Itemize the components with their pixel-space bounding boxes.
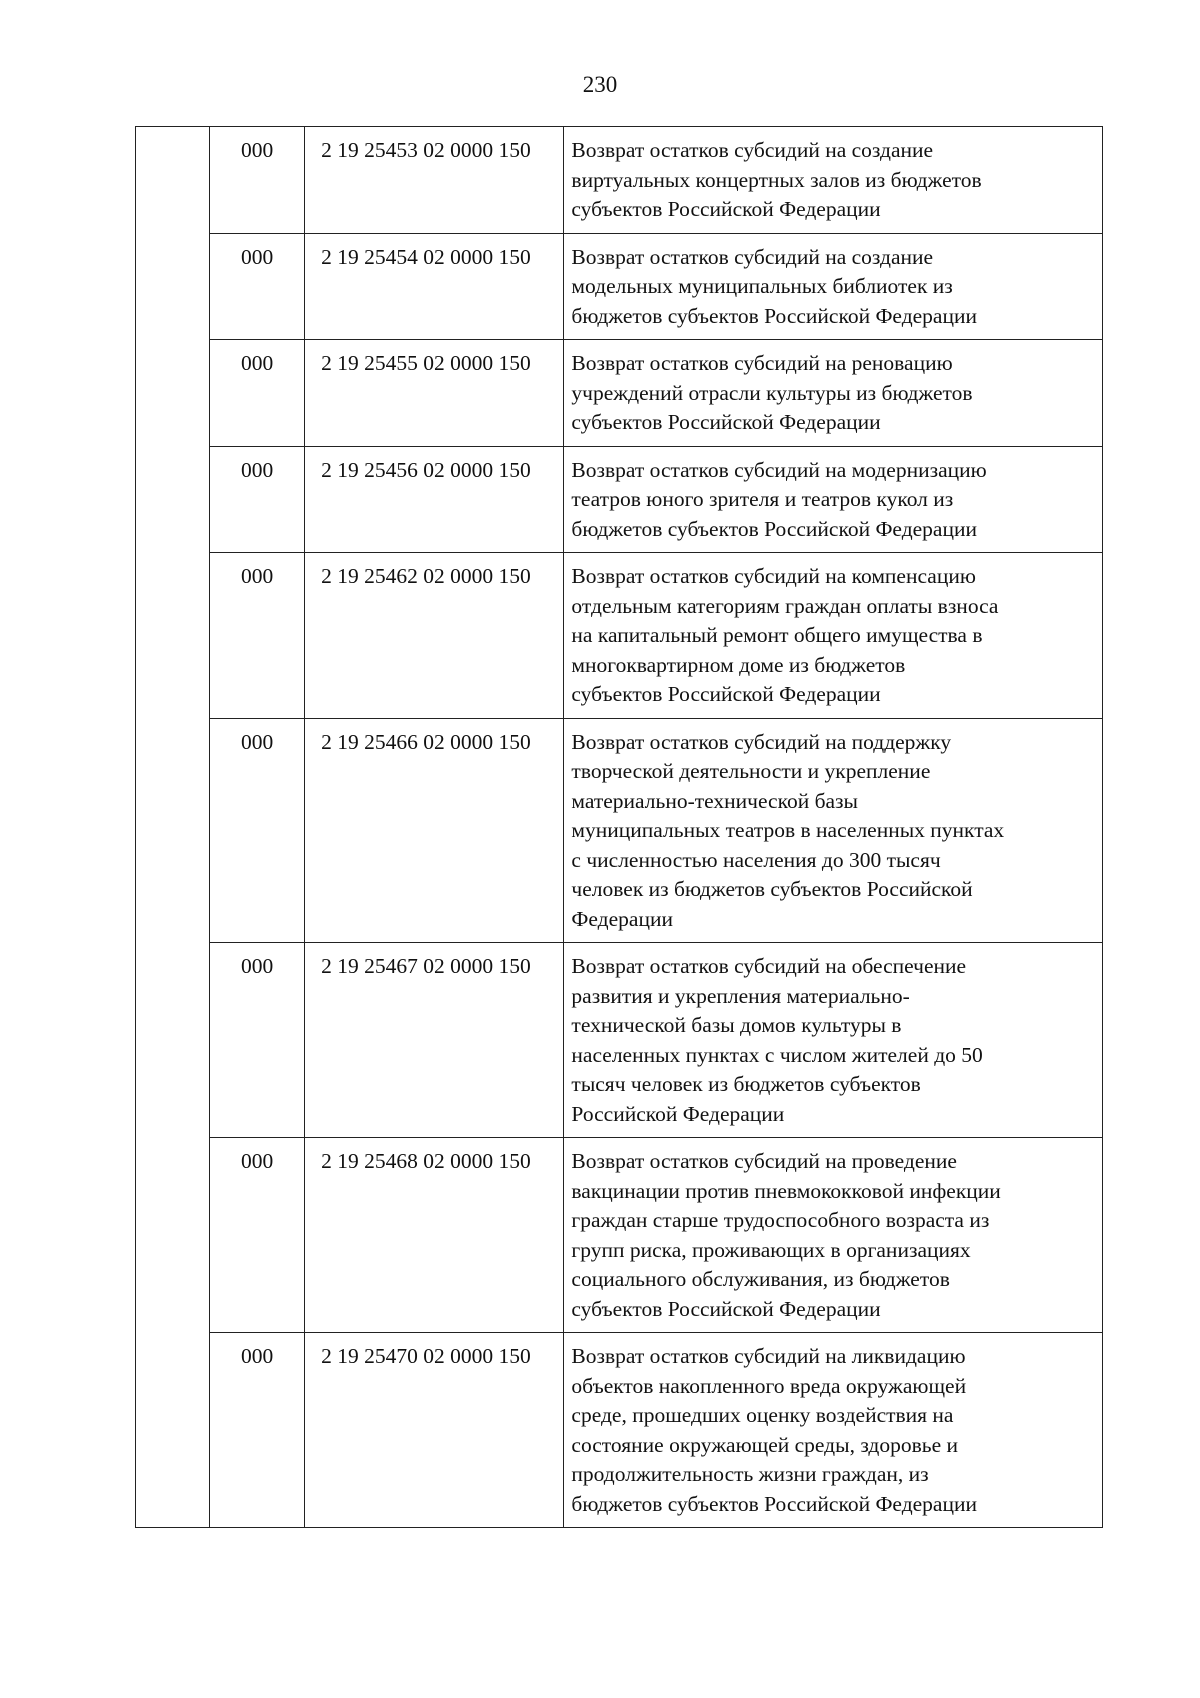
description-cell <box>564 943 1103 1138</box>
description-line: Возврат остатков субсидий на компенсацию <box>571 564 976 588</box>
description-line: Федерации <box>571 906 673 931</box>
description-line: граждан старше трудоспособного возраста из <box>571 1208 990 1232</box>
budget-classification-code-cell: 2 19 25462 02 0000 150 <box>305 553 564 719</box>
description-line: с численностью населения до 300 тысяч <box>571 847 941 872</box>
table-row <box>136 1333 1103 1528</box>
description-line: субъектов Российской Федерации <box>571 410 881 434</box>
budget-classification-code-cell: 2 19 25455 02 0000 150 <box>305 340 564 447</box>
description-line: продолжительность жизни граждан, из <box>571 1462 929 1486</box>
table-row <box>136 718 1103 943</box>
description-line: бюджетов субъектов Российской Федерации <box>571 1491 977 1516</box>
description-line: материально-технической базы <box>571 788 858 813</box>
description-line: групп риска, проживающих в организациях <box>571 1237 971 1262</box>
description-line: субъектов Российской Федерации <box>571 1296 881 1321</box>
description-cell <box>564 553 1103 719</box>
description-line: виртуальных концертных залов из бюджетов <box>571 167 982 192</box>
budget-classification-code-cell: 2 19 25453 02 0000 150 <box>305 127 564 234</box>
budget-classification-code-cell: 2 19 25467 02 0000 150 <box>305 943 564 1138</box>
description-line: объектов накопленного вреда окружающей <box>571 1373 967 1398</box>
budget-classification-code-cell: 2 19 25468 02 0000 150 <box>305 1138 564 1333</box>
description-cell <box>564 718 1103 943</box>
description-cell <box>564 340 1103 447</box>
description-line: Возврат остатков субсидий на ликвидацию <box>571 1344 966 1368</box>
description-line: бюджетов субъектов Российской Федерации <box>571 303 977 328</box>
description-line: субъектов Российской Федерации <box>571 682 881 706</box>
description-line: социального обслуживания, из бюджетов <box>571 1267 950 1291</box>
description-line: Российской Федерации <box>571 1101 785 1126</box>
description-cell <box>564 233 1103 340</box>
description-line: многоквартирном доме из бюджетов <box>571 652 906 677</box>
table-row <box>136 446 1103 553</box>
description-line: учреждений отрасли культуры из бюджетов <box>571 380 973 405</box>
description-line: отдельным категориям граждан оплаты взноса <box>571 593 999 618</box>
description-line: населенных пунктах с числом жителей до 50 <box>571 1042 983 1067</box>
budget-code-table <box>135 126 1103 1528</box>
description-line: Возврат остатков субсидий на проведение <box>571 1149 957 1173</box>
table-row <box>136 127 1103 234</box>
description-line: на капитальный ремонт общего имущества в <box>571 623 983 647</box>
description-line: творческой деятельности и укрепление <box>571 759 931 783</box>
description-line: Возврат остатков субсидий на реновацию <box>571 351 953 375</box>
description-line: вакцинации против пневмококковой инфекции <box>571 1178 1001 1203</box>
description-line: модельных муниципальных библиотек из <box>571 274 953 298</box>
description-cell <box>564 1138 1103 1333</box>
admin-code-cell: 000 <box>210 233 305 340</box>
admin-code-cell: 000 <box>210 943 305 1138</box>
description-line: Возврат остатков субсидий на обеспечение <box>571 954 967 978</box>
description-line: тысяч человек из бюджетов субъектов <box>571 1072 921 1096</box>
table-row <box>136 553 1103 719</box>
table-body <box>136 127 1103 1528</box>
description-line: развития и укрепления материально- <box>571 983 910 1008</box>
admin-code-cell: 000 <box>210 340 305 447</box>
budget-classification-code-cell: 2 19 25466 02 0000 150 <box>305 718 564 943</box>
description-line: театров юного зрителя и театров кукол из <box>571 487 954 511</box>
page-number: 230 <box>582 72 618 97</box>
admin-code-cell: 000 <box>210 1138 305 1333</box>
admin-code-cell: 000 <box>210 446 305 553</box>
description-line: Возврат остатков субсидий на создание <box>571 244 934 269</box>
table-row <box>136 340 1103 447</box>
description-line: Возврат остатков субсидий на создание <box>571 138 934 162</box>
description-line: Возврат остатков субсидий на поддержку <box>571 729 952 754</box>
description-line: бюджетов субъектов Российской Федерации <box>571 516 977 541</box>
description-line: человек из бюджетов субъектов Российской <box>571 877 973 901</box>
admin-code-cell: 000 <box>210 718 305 943</box>
admin-code-cell: 000 <box>210 1333 305 1528</box>
table-row <box>136 233 1103 340</box>
description-line: состояние окружающей среды, здоровье и <box>571 1432 958 1457</box>
budget-classification-code-cell: 2 19 25456 02 0000 150 <box>305 446 564 553</box>
description-line: субъектов Российской Федерации <box>571 197 881 221</box>
description-line: среде, прошедших оценку воздействия на <box>571 1403 954 1427</box>
empty-first-column-cell <box>136 127 210 1528</box>
budget-classification-code-cell: 2 19 25470 02 0000 150 <box>305 1333 564 1528</box>
description-line: Возврат остатков субсидий на модернизацию <box>571 457 987 482</box>
table-row <box>136 943 1103 1138</box>
description-cell <box>564 127 1103 234</box>
description-cell <box>564 446 1103 553</box>
table-row <box>136 1138 1103 1333</box>
description-cell <box>564 1333 1103 1528</box>
admin-code-cell: 000 <box>210 553 305 719</box>
description-line: технической базы домов культуры в <box>571 1013 902 1037</box>
admin-code-cell: 000 <box>210 127 305 234</box>
description-line: муниципальных театров в населенных пунктах <box>571 818 1005 842</box>
budget-classification-code-cell: 2 19 25454 02 0000 150 <box>305 233 564 340</box>
